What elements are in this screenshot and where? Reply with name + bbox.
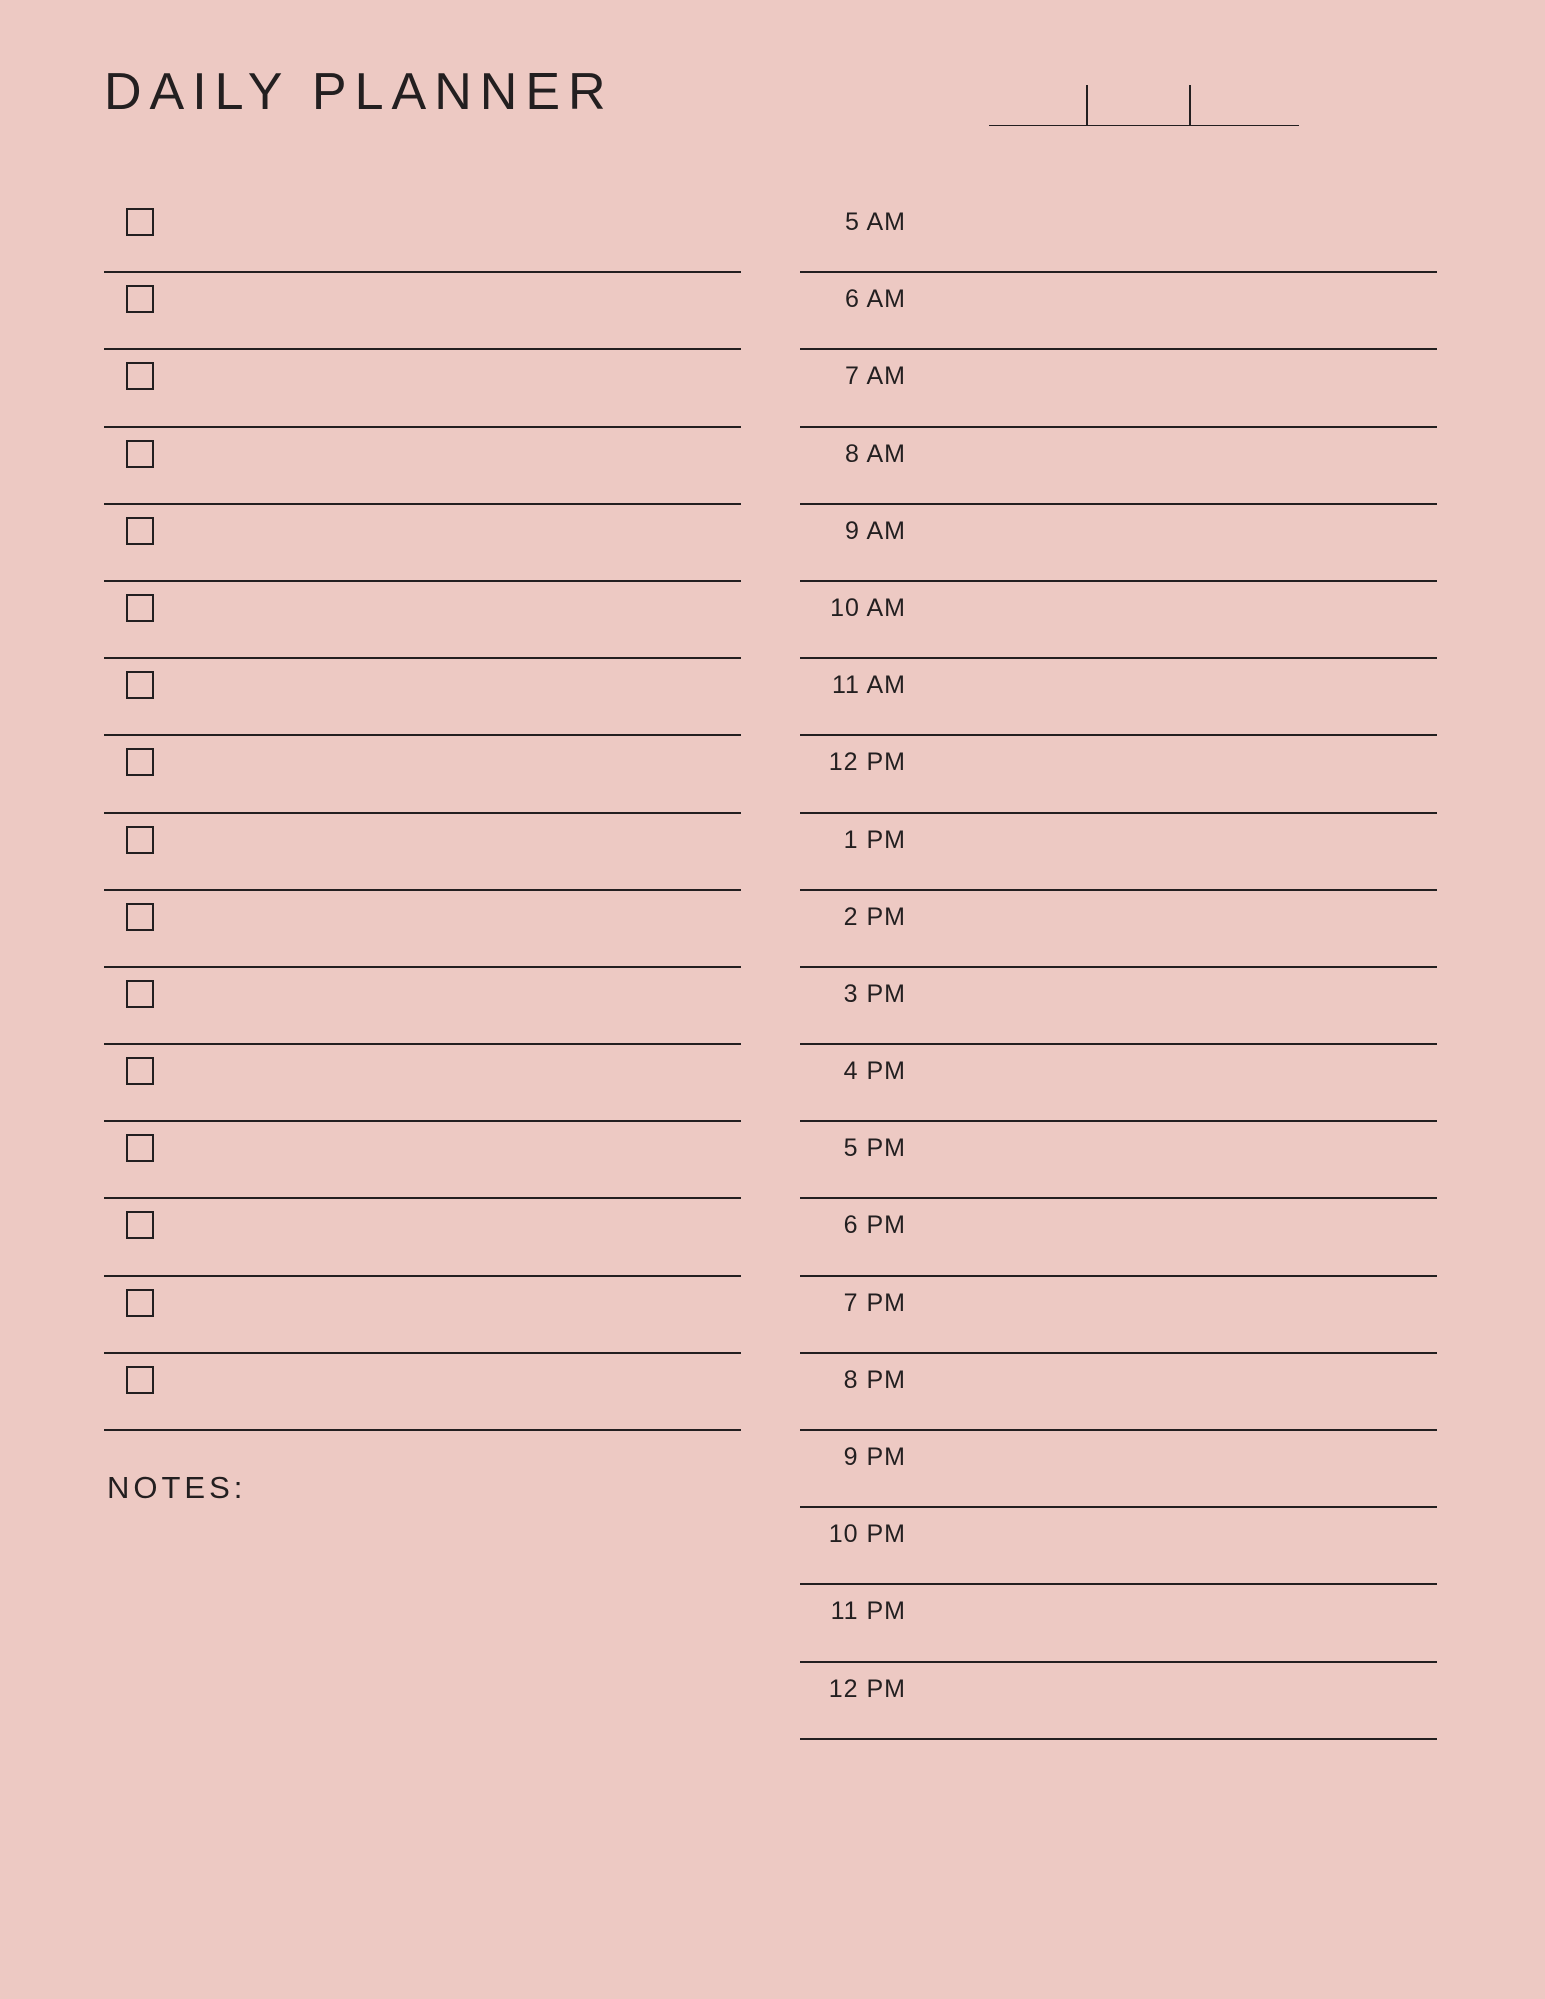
schedule-entry-field[interactable] [922, 360, 1427, 404]
schedule-entry-field[interactable] [922, 515, 1427, 559]
task-row[interactable] [104, 1122, 741, 1199]
date-year-field[interactable] [1193, 88, 1297, 124]
schedule-row[interactable] [800, 736, 1437, 813]
schedule-time-label: 1 PM [843, 825, 906, 854]
schedule-entry-field[interactable] [922, 592, 1427, 636]
checkbox-icon[interactable] [126, 1289, 154, 1317]
task-text[interactable] [176, 665, 726, 705]
schedule-row[interactable] [800, 1663, 1437, 1740]
date-divider-second [1189, 85, 1191, 125]
schedule-row[interactable] [800, 1199, 1437, 1276]
schedule-entry-field[interactable] [922, 206, 1427, 250]
schedule-row[interactable] [800, 1045, 1437, 1122]
checkbox-icon[interactable] [126, 517, 154, 545]
page-title: DAILY PLANNER [104, 63, 614, 121]
schedule-time-label: 5 PM [843, 1134, 906, 1163]
schedule-entry-field[interactable] [922, 1518, 1427, 1562]
task-text[interactable] [176, 1128, 726, 1168]
checkbox-icon[interactable] [126, 594, 154, 622]
schedule-row[interactable] [800, 582, 1437, 659]
task-rule [104, 1429, 741, 1431]
schedule-entry-field[interactable] [922, 1364, 1427, 1408]
schedule-time-label: 10 AM [830, 593, 906, 622]
date-month-field[interactable] [991, 88, 1084, 124]
task-text[interactable] [176, 897, 726, 937]
schedule-list [800, 196, 1437, 1740]
schedule-row[interactable] [800, 1122, 1437, 1199]
date-day-field[interactable] [1090, 88, 1187, 124]
schedule-time-label: 4 PM [843, 1057, 906, 1086]
task-checklist [104, 196, 741, 1431]
task-row[interactable] [104, 273, 741, 350]
checkbox-icon[interactable] [126, 362, 154, 390]
schedule-entry-field[interactable] [922, 1132, 1427, 1176]
schedule-time-label: 7 AM [845, 362, 906, 391]
checkbox-icon[interactable] [126, 208, 154, 236]
task-text[interactable] [176, 434, 726, 474]
task-row[interactable] [104, 814, 741, 891]
checkbox-icon[interactable] [126, 440, 154, 468]
schedule-rule [800, 1738, 1437, 1740]
date-field-group[interactable] [989, 72, 1299, 142]
schedule-entry-field[interactable] [922, 1055, 1427, 1099]
checkbox-icon[interactable] [126, 826, 154, 854]
task-row[interactable] [104, 1199, 741, 1276]
schedule-time-label: 11 AM [831, 671, 906, 700]
task-row[interactable] [104, 196, 741, 273]
schedule-row[interactable] [800, 659, 1437, 736]
schedule-entry-field[interactable] [922, 978, 1427, 1022]
schedule-entry-field[interactable] [922, 1673, 1427, 1717]
schedule-row[interactable] [800, 968, 1437, 1045]
task-row[interactable] [104, 659, 741, 736]
schedule-time-label: 2 PM [843, 902, 906, 931]
schedule-time-label: 12 PM [828, 1674, 906, 1703]
task-row[interactable] [104, 582, 741, 659]
schedule-time-label: 8 AM [845, 439, 906, 468]
schedule-row[interactable] [800, 428, 1437, 505]
task-row[interactable] [104, 428, 741, 505]
page-header [104, 62, 1441, 152]
task-text[interactable] [176, 1051, 726, 1091]
task-row[interactable] [104, 350, 741, 427]
checkbox-icon[interactable] [126, 1366, 154, 1394]
schedule-row[interactable] [800, 1585, 1437, 1662]
task-text[interactable] [176, 1360, 726, 1400]
task-row[interactable] [104, 891, 741, 968]
schedule-row[interactable] [800, 350, 1437, 427]
schedule-row[interactable] [800, 891, 1437, 968]
date-divider-first [1086, 85, 1088, 125]
schedule-row[interactable] [800, 814, 1437, 891]
schedule-time-label: 9 AM [845, 516, 906, 545]
schedule-entry-field[interactable] [922, 901, 1427, 945]
schedule-time-label: 9 PM [843, 1443, 906, 1471]
schedule-row[interactable] [800, 1508, 1437, 1585]
checkbox-icon[interactable] [126, 1134, 154, 1162]
schedule-row[interactable] [800, 273, 1437, 350]
task-row[interactable] [104, 736, 741, 813]
schedule-entry-field[interactable] [922, 438, 1427, 482]
task-text[interactable] [176, 588, 726, 628]
task-text[interactable] [176, 511, 726, 551]
task-text[interactable] [176, 742, 726, 782]
notes-label: NOTES: [107, 1470, 247, 1505]
checkbox-icon[interactable] [126, 671, 154, 699]
schedule-time-label: 12 PM [828, 748, 906, 777]
checkbox-icon[interactable] [126, 285, 154, 313]
checkbox-icon[interactable] [126, 1211, 154, 1239]
schedule-row[interactable] [800, 505, 1437, 582]
checkbox-icon[interactable] [126, 980, 154, 1008]
schedule-entry-field[interactable] [922, 746, 1427, 790]
task-text[interactable] [176, 820, 726, 860]
task-text[interactable] [176, 279, 726, 319]
schedule-entry-field[interactable] [922, 283, 1427, 327]
schedule-entry-field[interactable] [922, 1209, 1427, 1253]
date-baseline-rule [989, 125, 1299, 126]
schedule-time-label: 7 PM [843, 1288, 906, 1317]
schedule-row[interactable] [800, 196, 1437, 273]
schedule-entry-field[interactable] [922, 1287, 1427, 1331]
schedule-row[interactable] [800, 1431, 1437, 1508]
checkbox-icon[interactable] [126, 903, 154, 931]
schedule-entry-field[interactable] [922, 1441, 1427, 1485]
checkbox-icon[interactable] [126, 748, 154, 776]
task-row[interactable] [104, 505, 741, 582]
schedule-time-label: 3 PM [843, 979, 906, 1008]
schedule-time-label: 6 AM [845, 285, 906, 314]
task-row[interactable] [104, 1045, 741, 1122]
schedule-entry-field[interactable] [922, 1595, 1427, 1639]
schedule-time-label: 8 PM [843, 1365, 906, 1394]
task-text[interactable] [176, 974, 726, 1014]
schedule-time-label: 10 PM [828, 1520, 906, 1549]
task-row[interactable] [104, 1354, 741, 1431]
task-text[interactable] [176, 356, 726, 396]
task-text[interactable] [176, 202, 726, 242]
schedule-time-label: 11 PM [830, 1597, 906, 1626]
task-text[interactable] [176, 1205, 726, 1245]
schedule-row[interactable] [800, 1354, 1437, 1431]
schedule-time-label: 5 AM [845, 208, 906, 236]
task-row[interactable] [104, 968, 741, 1045]
schedule-entry-field[interactable] [922, 669, 1427, 713]
task-row[interactable] [104, 1277, 741, 1354]
schedule-time-label: 6 PM [843, 1211, 906, 1240]
task-text[interactable] [176, 1283, 726, 1323]
checkbox-icon[interactable] [126, 1057, 154, 1085]
schedule-row[interactable] [800, 1277, 1437, 1354]
schedule-entry-field[interactable] [922, 824, 1427, 868]
